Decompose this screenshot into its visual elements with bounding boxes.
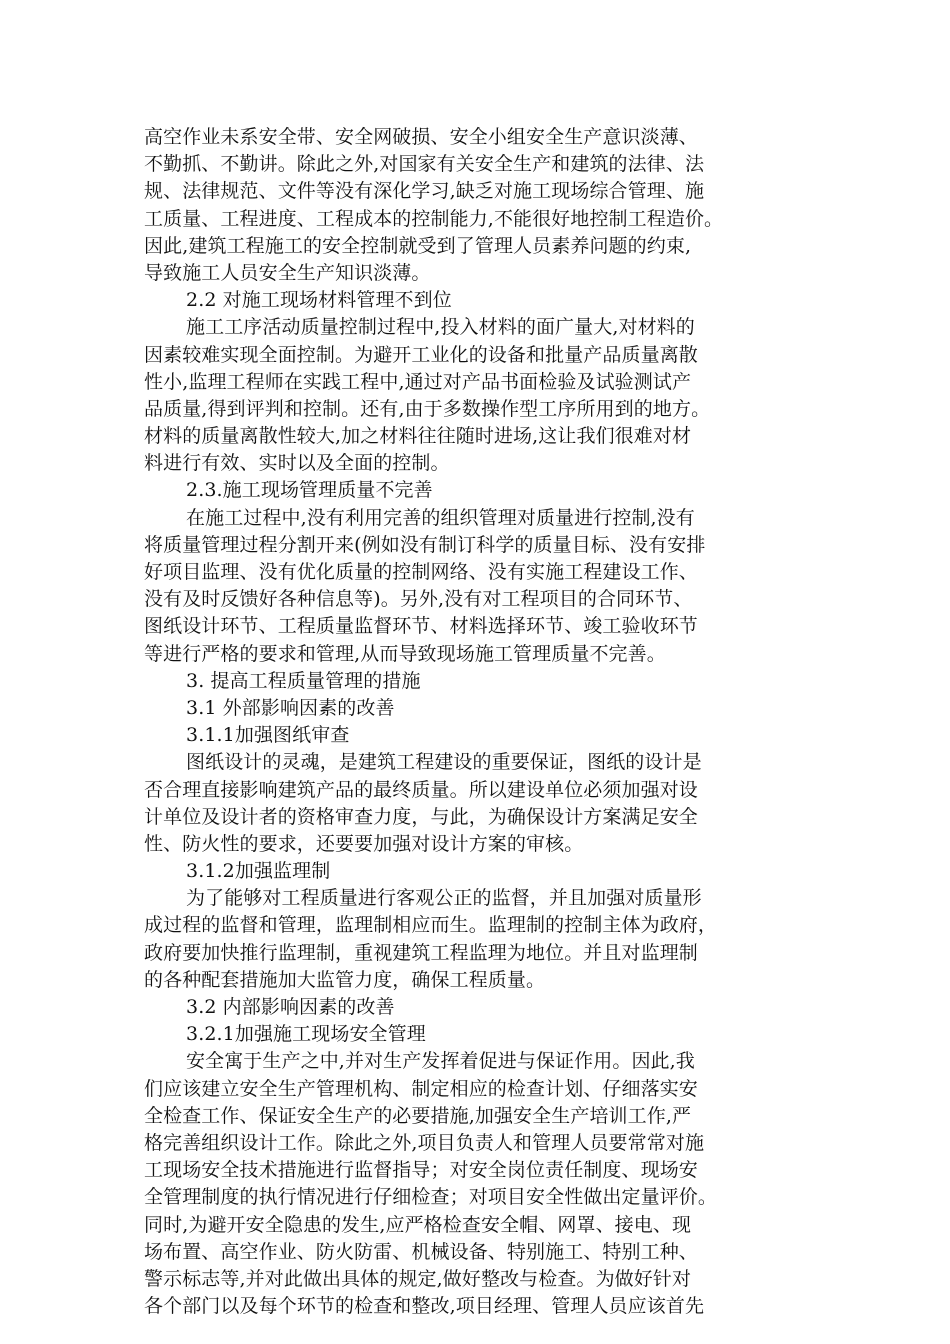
text-line: 2.2 对施工现场材料管理不到位	[186, 289, 452, 312]
text-line: 警示标志等,并对此做出具体的规定,做好整改与检查。为做好针对	[144, 1267, 692, 1290]
text-line: 全管理制度的执行情况进行仔细检查；对项目安全性做出定量评价。	[144, 1186, 718, 1209]
text-line: 2.3.施工现场管理质量不完善	[186, 479, 433, 502]
text-line: 施工工序活动质量控制过程中,投入材料的面广量大,对材料的	[186, 316, 695, 339]
text-line: 因此,建筑工程施工的安全控制就受到了管理人员素养问题的约束,	[144, 234, 692, 257]
text-line: 为了能够对工程质量进行客观公正的监督，并且加强对质量形	[186, 887, 702, 910]
text-line: 在施工过程中,没有利用完善的组织管理对质量进行控制,没有	[186, 506, 695, 529]
text-line: 导致施工人员安全生产知识淡薄。	[144, 261, 431, 284]
text-line: 同时,为避开安全隐患的发生,应严格检查安全帽、网罩、接电、现	[144, 1213, 692, 1236]
text-line: 料进行有效、实时以及全面的控制。	[144, 452, 450, 475]
text-line: 全检查工作、保证安全生产的必要措施,加强安全生产培训工作,严	[144, 1104, 692, 1127]
text-line: 政府要加快推行监理制，重视建筑工程监理为地位。并且对监理制	[144, 941, 698, 964]
text-line: 工现场安全技术措施进行监督指导；对安全岗位责任制度、现场安	[144, 1159, 698, 1182]
text-line: 图纸设计环节、工程质量监督环节、材料选择环节、竣工验收环节	[144, 615, 698, 638]
text-line: 图纸设计的灵魂，是建筑工程建设的重要保证，图纸的设计是	[186, 751, 702, 774]
text-line: 计单位及设计者的资格审查力度，与此，为确保设计方案满足安全	[144, 805, 698, 828]
text-line: 3.2 内部影响因素的改善	[186, 996, 395, 1018]
text-line: 的各种配套措施加大监管力度，确保工程质量。	[144, 968, 546, 991]
text-line: 格完善组织设计工作。除此之外,项目负责人和管理人员要常常对施	[144, 1131, 705, 1154]
text-line: 将质量管理过程分割开来(例如没有制订科学的质量目标、没有安排	[144, 533, 706, 556]
text-line: 等进行严格的要求和管理,从而导致现场施工管理质量不完善。	[144, 642, 666, 665]
text-line: 3.2.1加强施工现场安全管理	[186, 1023, 426, 1046]
text-line: 品质量,得到评判和控制。还有,由于多数操作型工序所用到的地方。	[144, 397, 711, 420]
text-line: 否合理直接影响建筑产品的最终质量。所以建设单位必须加强对设	[144, 778, 698, 801]
text-line: 好项目监理、没有优化质量的控制网络、没有实施工程建设工作、	[144, 561, 698, 583]
text-line: 没有及时反馈好各种信息等)。另外,没有对工程项目的合同环节、	[144, 588, 693, 611]
document-body	[144, 124, 824, 1320]
text-line: 3.1.1加强图纸审查	[186, 724, 350, 747]
text-line: 3.1.2加强监理制	[186, 860, 331, 883]
text-line: 各个部门以及每个环节的检查和整改,项目经理、管理人员应该首先	[144, 1295, 705, 1318]
text-line: 场布置、高空作业、防火防雷、机械设备、特别施工、特别工种、	[144, 1240, 698, 1263]
text-line: 们应该建立安全生产管理机构、制定相应的检查计划、仔细落实安	[144, 1077, 698, 1100]
text-line: 性小,监理工程师在实践工程中,通过对产品书面检验及试验测试产	[144, 370, 692, 393]
text-line: 材料的质量离散性较大,加之材料往往随时进场,这让我们很难对材	[144, 425, 692, 448]
text-line: 3. 提高工程质量管理的措施	[186, 669, 421, 692]
text-line: 高空作业未系安全带、安全网破损、安全小组安全生产意识淡薄、	[144, 126, 698, 148]
text-line: 因素较难实现全面控制。为避开工业化的设备和批量产品质量离散	[144, 343, 698, 366]
text-line: 安全寓于生产之中,并对生产发挥着促进与保证作用。因此,我	[186, 1050, 695, 1073]
text-line: 成过程的监督和管理，监理制相应而生。监理制的控制主体为政府，	[144, 914, 718, 937]
text-line: 性、防火性的要求，还要要加强对设计方案的审核。	[144, 832, 584, 855]
text-line: 不勤抓、不勤讲。除此之外,对国家有关安全生产和建筑的法律、法	[144, 153, 705, 176]
text-line: 3.1 外部影响因素的改善	[186, 696, 395, 719]
text-line: 规、法律规范、文件等没有深化学习,缺乏对施工现场综合管理、施	[144, 180, 705, 203]
text-line: 工质量、工程进度、工程成本的控制能力,不能很好地控制工程造价。	[144, 207, 724, 230]
